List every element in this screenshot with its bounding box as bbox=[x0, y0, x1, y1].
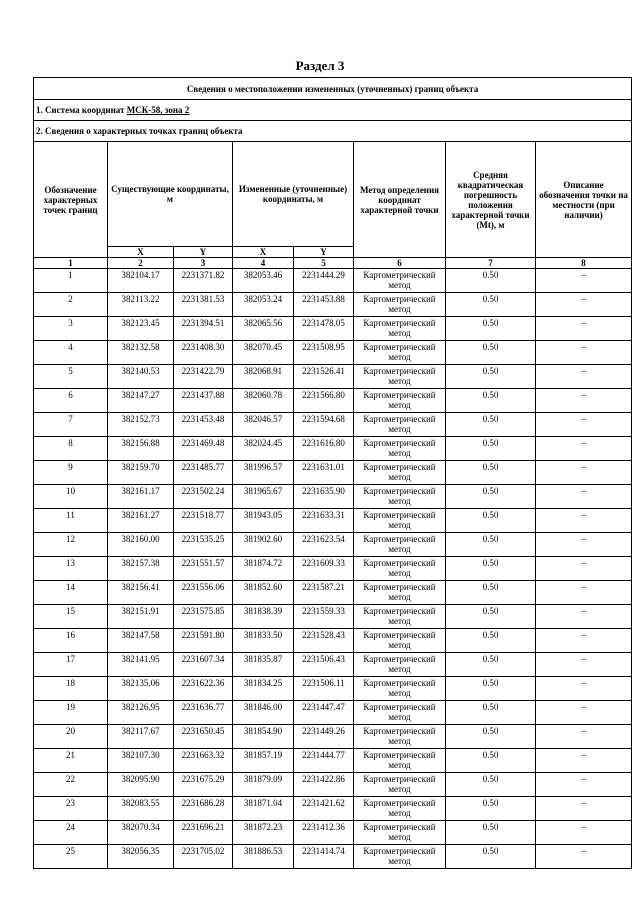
cell-existing-y: 2231437.88 bbox=[174, 389, 233, 413]
cell-existing-x: 382161.17 bbox=[108, 485, 174, 509]
cell-existing-y: 2231535.25 bbox=[174, 533, 233, 557]
cell-description: – bbox=[536, 461, 632, 485]
cell-point-number: 16 bbox=[34, 629, 108, 653]
cell-existing-y: 2231371.82 bbox=[174, 269, 233, 293]
cell-existing-y: 2231502.24 bbox=[174, 485, 233, 509]
cell-method: Картометрический метод bbox=[354, 269, 446, 293]
cell-existing-x: 382140.53 bbox=[108, 365, 174, 389]
cell-method: Картометрический метод bbox=[354, 797, 446, 821]
cell-changed-x: 381871.04 bbox=[233, 797, 294, 821]
table-row bbox=[34, 341, 632, 365]
cell-existing-x: 382160.00 bbox=[108, 533, 174, 557]
cell-existing-x: 382147.27 bbox=[108, 389, 174, 413]
cell-changed-x: 382024.45 bbox=[233, 437, 294, 461]
cell-changed-y: 2231449.26 bbox=[294, 725, 354, 749]
cell-method: Картометрический метод bbox=[354, 845, 446, 869]
cell-method: Картометрический метод bbox=[354, 605, 446, 629]
header-existing-y: Y bbox=[174, 247, 233, 258]
cell-existing-y: 2231381.53 bbox=[174, 293, 233, 317]
cell-description: – bbox=[536, 677, 632, 701]
cell-method: Картометрический метод bbox=[354, 773, 446, 797]
cell-existing-x: 382156.88 bbox=[108, 437, 174, 461]
cell-description: – bbox=[536, 653, 632, 677]
cell-existing-x: 382104.17 bbox=[108, 269, 174, 293]
cell-description: – bbox=[536, 437, 632, 461]
cell-method: Картометрический метод bbox=[354, 365, 446, 389]
cell-description: – bbox=[536, 269, 632, 293]
table-row bbox=[34, 581, 632, 605]
cell-changed-x: 382046.57 bbox=[233, 413, 294, 437]
cell-existing-x: 382141.95 bbox=[108, 653, 174, 677]
column-number: 7 bbox=[446, 258, 536, 269]
header-changed-coords: Измененные (уточненные) координаты, м bbox=[233, 142, 354, 247]
cell-changed-y: 2231453.88 bbox=[294, 293, 354, 317]
cell-point-number: 23 bbox=[34, 797, 108, 821]
cell-description: – bbox=[536, 773, 632, 797]
table-row bbox=[34, 797, 632, 821]
table-row bbox=[34, 557, 632, 581]
cell-changed-y: 2231633.31 bbox=[294, 509, 354, 533]
header-existing-coords: Существующие координаты, м bbox=[108, 142, 233, 247]
cell-error: 0.50 bbox=[446, 509, 536, 533]
header-point-designation: Обозначение характерных точек границ bbox=[34, 142, 108, 258]
cell-existing-y: 2231518.77 bbox=[174, 509, 233, 533]
cell-changed-x: 381965.67 bbox=[233, 485, 294, 509]
cell-point-number: 1 bbox=[34, 269, 108, 293]
cell-description: – bbox=[536, 317, 632, 341]
table-row bbox=[34, 365, 632, 389]
cell-error: 0.50 bbox=[446, 293, 536, 317]
cell-existing-x: 382132.58 bbox=[108, 341, 174, 365]
cell-changed-x: 382068.91 bbox=[233, 365, 294, 389]
cell-description: – bbox=[536, 293, 632, 317]
cell-point-number: 5 bbox=[34, 365, 108, 389]
cell-point-number: 25 bbox=[34, 845, 108, 869]
cell-changed-y: 2231587.21 bbox=[294, 581, 354, 605]
cell-existing-y: 2231636.77 bbox=[174, 701, 233, 725]
cell-changed-x: 382053.46 bbox=[233, 269, 294, 293]
cell-changed-y: 2231508.95 bbox=[294, 341, 354, 365]
table-row bbox=[34, 821, 632, 845]
page-title: Раздел 3 bbox=[295, 58, 345, 73]
cell-error: 0.50 bbox=[446, 773, 536, 797]
cell-existing-x: 382156.41 bbox=[108, 581, 174, 605]
cell-method: Картометрический метод bbox=[354, 389, 446, 413]
cell-existing-x: 382070.34 bbox=[108, 821, 174, 845]
table-row bbox=[34, 461, 632, 485]
cell-error: 0.50 bbox=[446, 677, 536, 701]
cell-existing-x: 382107.30 bbox=[108, 749, 174, 773]
cell-changed-y: 2231414.74 bbox=[294, 845, 354, 869]
cell-point-number: 8 bbox=[34, 437, 108, 461]
cell-existing-x: 382126.95 bbox=[108, 701, 174, 725]
cell-error: 0.50 bbox=[446, 629, 536, 653]
cell-existing-y: 2231705.02 bbox=[174, 845, 233, 869]
cell-existing-y: 2231408.30 bbox=[174, 341, 233, 365]
cell-error: 0.50 bbox=[446, 485, 536, 509]
cell-existing-y: 2231394.51 bbox=[174, 317, 233, 341]
header-existing-x: X bbox=[108, 247, 174, 258]
cell-changed-y: 2231609.33 bbox=[294, 557, 354, 581]
cell-point-number: 10 bbox=[34, 485, 108, 509]
cell-method: Картометрический метод bbox=[354, 629, 446, 653]
table-row bbox=[34, 533, 632, 557]
cell-error: 0.50 bbox=[446, 317, 536, 341]
cell-existing-x: 382095.90 bbox=[108, 773, 174, 797]
cell-method: Картометрический метод bbox=[354, 821, 446, 845]
cell-point-number: 13 bbox=[34, 557, 108, 581]
column-number: 4 bbox=[233, 258, 294, 269]
table-row bbox=[34, 677, 632, 701]
cell-changed-x: 381902.60 bbox=[233, 533, 294, 557]
cell-changed-x: 381872.23 bbox=[233, 821, 294, 845]
column-numbers-row bbox=[34, 258, 632, 269]
cell-error: 0.50 bbox=[446, 389, 536, 413]
cell-changed-x: 381879.09 bbox=[233, 773, 294, 797]
cell-description: – bbox=[536, 533, 632, 557]
cell-method: Картометрический метод bbox=[354, 557, 446, 581]
cell-description: – bbox=[536, 581, 632, 605]
cell-existing-y: 2231622.36 bbox=[174, 677, 233, 701]
cell-description: – bbox=[536, 821, 632, 845]
table-row bbox=[34, 509, 632, 533]
cell-error: 0.50 bbox=[446, 605, 536, 629]
cell-changed-x: 381835.87 bbox=[233, 653, 294, 677]
cell-method: Картометрический метод bbox=[354, 341, 446, 365]
cell-changed-x: 381834.25 bbox=[233, 677, 294, 701]
column-number: 6 bbox=[354, 258, 446, 269]
cell-method: Картометрический метод bbox=[354, 701, 446, 725]
cell-changed-y: 2231421.62 bbox=[294, 797, 354, 821]
cell-existing-x: 382135.06 bbox=[108, 677, 174, 701]
cell-changed-x: 382053.24 bbox=[233, 293, 294, 317]
header-changed-x: X bbox=[233, 247, 294, 258]
cell-existing-y: 2231485.77 bbox=[174, 461, 233, 485]
cell-error: 0.50 bbox=[446, 725, 536, 749]
cell-description: – bbox=[536, 845, 632, 869]
cell-changed-x: 381996.57 bbox=[233, 461, 294, 485]
cell-method: Картометрический метод bbox=[354, 437, 446, 461]
cell-existing-x: 382152.73 bbox=[108, 413, 174, 437]
cell-changed-y: 2231506.11 bbox=[294, 677, 354, 701]
cell-description: – bbox=[536, 725, 632, 749]
cell-error: 0.50 bbox=[446, 821, 536, 845]
cell-method: Картометрический метод bbox=[354, 653, 446, 677]
cell-existing-y: 2231663.32 bbox=[174, 749, 233, 773]
cell-changed-x: 381854.90 bbox=[233, 725, 294, 749]
cell-changed-x: 381852.60 bbox=[233, 581, 294, 605]
cell-changed-y: 2231447.47 bbox=[294, 701, 354, 725]
table-row bbox=[34, 317, 632, 341]
cell-point-number: 24 bbox=[34, 821, 108, 845]
cell-description: – bbox=[536, 509, 632, 533]
cell-description: – bbox=[536, 389, 632, 413]
cell-description: – bbox=[536, 701, 632, 725]
cell-existing-x: 382056.35 bbox=[108, 845, 174, 869]
cell-point-number: 18 bbox=[34, 677, 108, 701]
cell-description: – bbox=[536, 629, 632, 653]
cell-existing-x: 382159.70 bbox=[108, 461, 174, 485]
cell-description: – bbox=[536, 413, 632, 437]
cell-error: 0.50 bbox=[446, 749, 536, 773]
cell-changed-y: 2231616.80 bbox=[294, 437, 354, 461]
cell-method: Картометрический метод bbox=[354, 533, 446, 557]
cell-changed-y: 2231635.90 bbox=[294, 485, 354, 509]
table-row bbox=[34, 485, 632, 509]
table-row bbox=[34, 845, 632, 869]
cell-changed-x: 381846.00 bbox=[233, 701, 294, 725]
table-row bbox=[34, 725, 632, 749]
column-number: 1 bbox=[34, 258, 108, 269]
cell-description: – bbox=[536, 485, 632, 509]
cell-error: 0.50 bbox=[446, 413, 536, 437]
cell-error: 0.50 bbox=[446, 461, 536, 485]
cell-existing-y: 2231575.85 bbox=[174, 605, 233, 629]
points-section-title: 2. Сведения о характерных точках границ объекта bbox=[34, 121, 632, 142]
cell-error: 0.50 bbox=[446, 653, 536, 677]
cell-description: – bbox=[536, 749, 632, 773]
table-caption: Сведения о местоположении измененных (уточненных) границ объекта bbox=[34, 78, 632, 100]
cell-changed-y: 2231623.54 bbox=[294, 533, 354, 557]
cell-existing-y: 2231675.29 bbox=[174, 773, 233, 797]
cell-method: Картометрический метод bbox=[354, 749, 446, 773]
cell-point-number: 22 bbox=[34, 773, 108, 797]
cell-description: – bbox=[536, 365, 632, 389]
cell-existing-x: 382151.91 bbox=[108, 605, 174, 629]
cell-changed-x: 381857.19 bbox=[233, 749, 294, 773]
cell-changed-y: 2231566.80 bbox=[294, 389, 354, 413]
cell-changed-x: 381838.39 bbox=[233, 605, 294, 629]
coordinates-table bbox=[33, 77, 632, 869]
cell-existing-x: 382157.38 bbox=[108, 557, 174, 581]
cell-existing-y: 2231453.48 bbox=[174, 413, 233, 437]
table-row bbox=[34, 773, 632, 797]
header-error: Средняя квадратическая погрешность положения характерной точки (Mt), м bbox=[446, 142, 536, 258]
cell-existing-x: 382147.58 bbox=[108, 629, 174, 653]
table-row bbox=[34, 293, 632, 317]
cell-existing-y: 2231591.80 bbox=[174, 629, 233, 653]
cell-point-number: 7 bbox=[34, 413, 108, 437]
cell-point-number: 21 bbox=[34, 749, 108, 773]
table-row bbox=[34, 749, 632, 773]
cell-existing-x: 382113.22 bbox=[108, 293, 174, 317]
cell-point-number: 3 bbox=[34, 317, 108, 341]
cell-existing-y: 2231469.48 bbox=[174, 437, 233, 461]
header-changed-y: Y bbox=[294, 247, 354, 258]
cell-changed-x: 381874.72 bbox=[233, 557, 294, 581]
cell-point-number: 9 bbox=[34, 461, 108, 485]
cell-error: 0.50 bbox=[446, 533, 536, 557]
cell-existing-x: 382083.55 bbox=[108, 797, 174, 821]
cell-method: Картометрический метод bbox=[354, 725, 446, 749]
cell-error: 0.50 bbox=[446, 845, 536, 869]
cell-point-number: 14 bbox=[34, 581, 108, 605]
cell-changed-x: 382070.45 bbox=[233, 341, 294, 365]
table-row bbox=[34, 437, 632, 461]
cell-changed-y: 2231412.36 bbox=[294, 821, 354, 845]
table-row bbox=[34, 701, 632, 725]
table-row bbox=[34, 269, 632, 293]
cell-error: 0.50 bbox=[446, 437, 536, 461]
cell-existing-y: 2231686.28 bbox=[174, 797, 233, 821]
cell-point-number: 19 bbox=[34, 701, 108, 725]
cell-method: Картометрический метод bbox=[354, 317, 446, 341]
table-row bbox=[34, 413, 632, 437]
cell-existing-y: 2231551.57 bbox=[174, 557, 233, 581]
cell-method: Картометрический метод bbox=[354, 413, 446, 437]
cell-method: Картометрический метод bbox=[354, 509, 446, 533]
cell-changed-y: 2231526.41 bbox=[294, 365, 354, 389]
cell-changed-x: 381943.05 bbox=[233, 509, 294, 533]
cell-existing-y: 2231422.79 bbox=[174, 365, 233, 389]
cell-description: – bbox=[536, 557, 632, 581]
column-number: 5 bbox=[294, 258, 354, 269]
cell-method: Картометрический метод bbox=[354, 677, 446, 701]
cell-changed-y: 2231528.43 bbox=[294, 629, 354, 653]
cell-point-number: 11 bbox=[34, 509, 108, 533]
cell-description: – bbox=[536, 797, 632, 821]
cell-changed-y: 2231422.86 bbox=[294, 773, 354, 797]
cell-changed-x: 382065.56 bbox=[233, 317, 294, 341]
cell-error: 0.50 bbox=[446, 341, 536, 365]
table-row bbox=[34, 629, 632, 653]
cell-existing-y: 2231556.06 bbox=[174, 581, 233, 605]
cell-existing-y: 2231650.45 bbox=[174, 725, 233, 749]
cell-changed-x: 381886.53 bbox=[233, 845, 294, 869]
cell-point-number: 17 bbox=[34, 653, 108, 677]
cell-error: 0.50 bbox=[446, 581, 536, 605]
cell-point-number: 6 bbox=[34, 389, 108, 413]
table-row bbox=[34, 605, 632, 629]
header-method: Метод определения координат характерной точки bbox=[354, 142, 446, 258]
coord-system-value: МСК-58, зона 2 bbox=[126, 105, 190, 115]
cell-error: 0.50 bbox=[446, 557, 536, 581]
cell-error: 0.50 bbox=[446, 269, 536, 293]
cell-description: – bbox=[536, 341, 632, 365]
column-number: 2 bbox=[108, 258, 174, 269]
cell-method: Картометрический метод bbox=[354, 293, 446, 317]
coord-system-line bbox=[34, 100, 632, 121]
cell-changed-y: 2231506.43 bbox=[294, 653, 354, 677]
cell-point-number: 2 bbox=[34, 293, 108, 317]
cell-changed-y: 2231594.68 bbox=[294, 413, 354, 437]
header-description: Описание обозначения точки на местности (при наличии) bbox=[536, 142, 632, 258]
cell-point-number: 20 bbox=[34, 725, 108, 749]
cell-changed-y: 2231478.05 bbox=[294, 317, 354, 341]
cell-description: – bbox=[536, 605, 632, 629]
cell-point-number: 12 bbox=[34, 533, 108, 557]
cell-error: 0.50 bbox=[446, 701, 536, 725]
cell-existing-x: 382161.27 bbox=[108, 509, 174, 533]
cell-point-number: 15 bbox=[34, 605, 108, 629]
coord-system-label: 1. Система координат bbox=[36, 105, 125, 115]
cell-changed-y: 2231444.29 bbox=[294, 269, 354, 293]
cell-error: 0.50 bbox=[446, 365, 536, 389]
cell-point-number: 4 bbox=[34, 341, 108, 365]
table-row bbox=[34, 653, 632, 677]
table-row bbox=[34, 389, 632, 413]
cell-method: Картометрический метод bbox=[354, 461, 446, 485]
cell-changed-x: 382060.78 bbox=[233, 389, 294, 413]
cell-changed-y: 2231631.01 bbox=[294, 461, 354, 485]
cell-changed-y: 2231559.33 bbox=[294, 605, 354, 629]
cell-method: Картометрический метод bbox=[354, 485, 446, 509]
column-number: 8 bbox=[536, 258, 632, 269]
cell-changed-y: 2231444.77 bbox=[294, 749, 354, 773]
cell-existing-y: 2231696.21 bbox=[174, 821, 233, 845]
cell-existing-x: 382123.45 bbox=[108, 317, 174, 341]
cell-changed-x: 381833.50 bbox=[233, 629, 294, 653]
cell-existing-y: 2231607.34 bbox=[174, 653, 233, 677]
cell-existing-x: 382117.67 bbox=[108, 725, 174, 749]
column-number: 3 bbox=[174, 258, 233, 269]
cell-error: 0.50 bbox=[446, 797, 536, 821]
cell-method: Картометрический метод bbox=[354, 581, 446, 605]
